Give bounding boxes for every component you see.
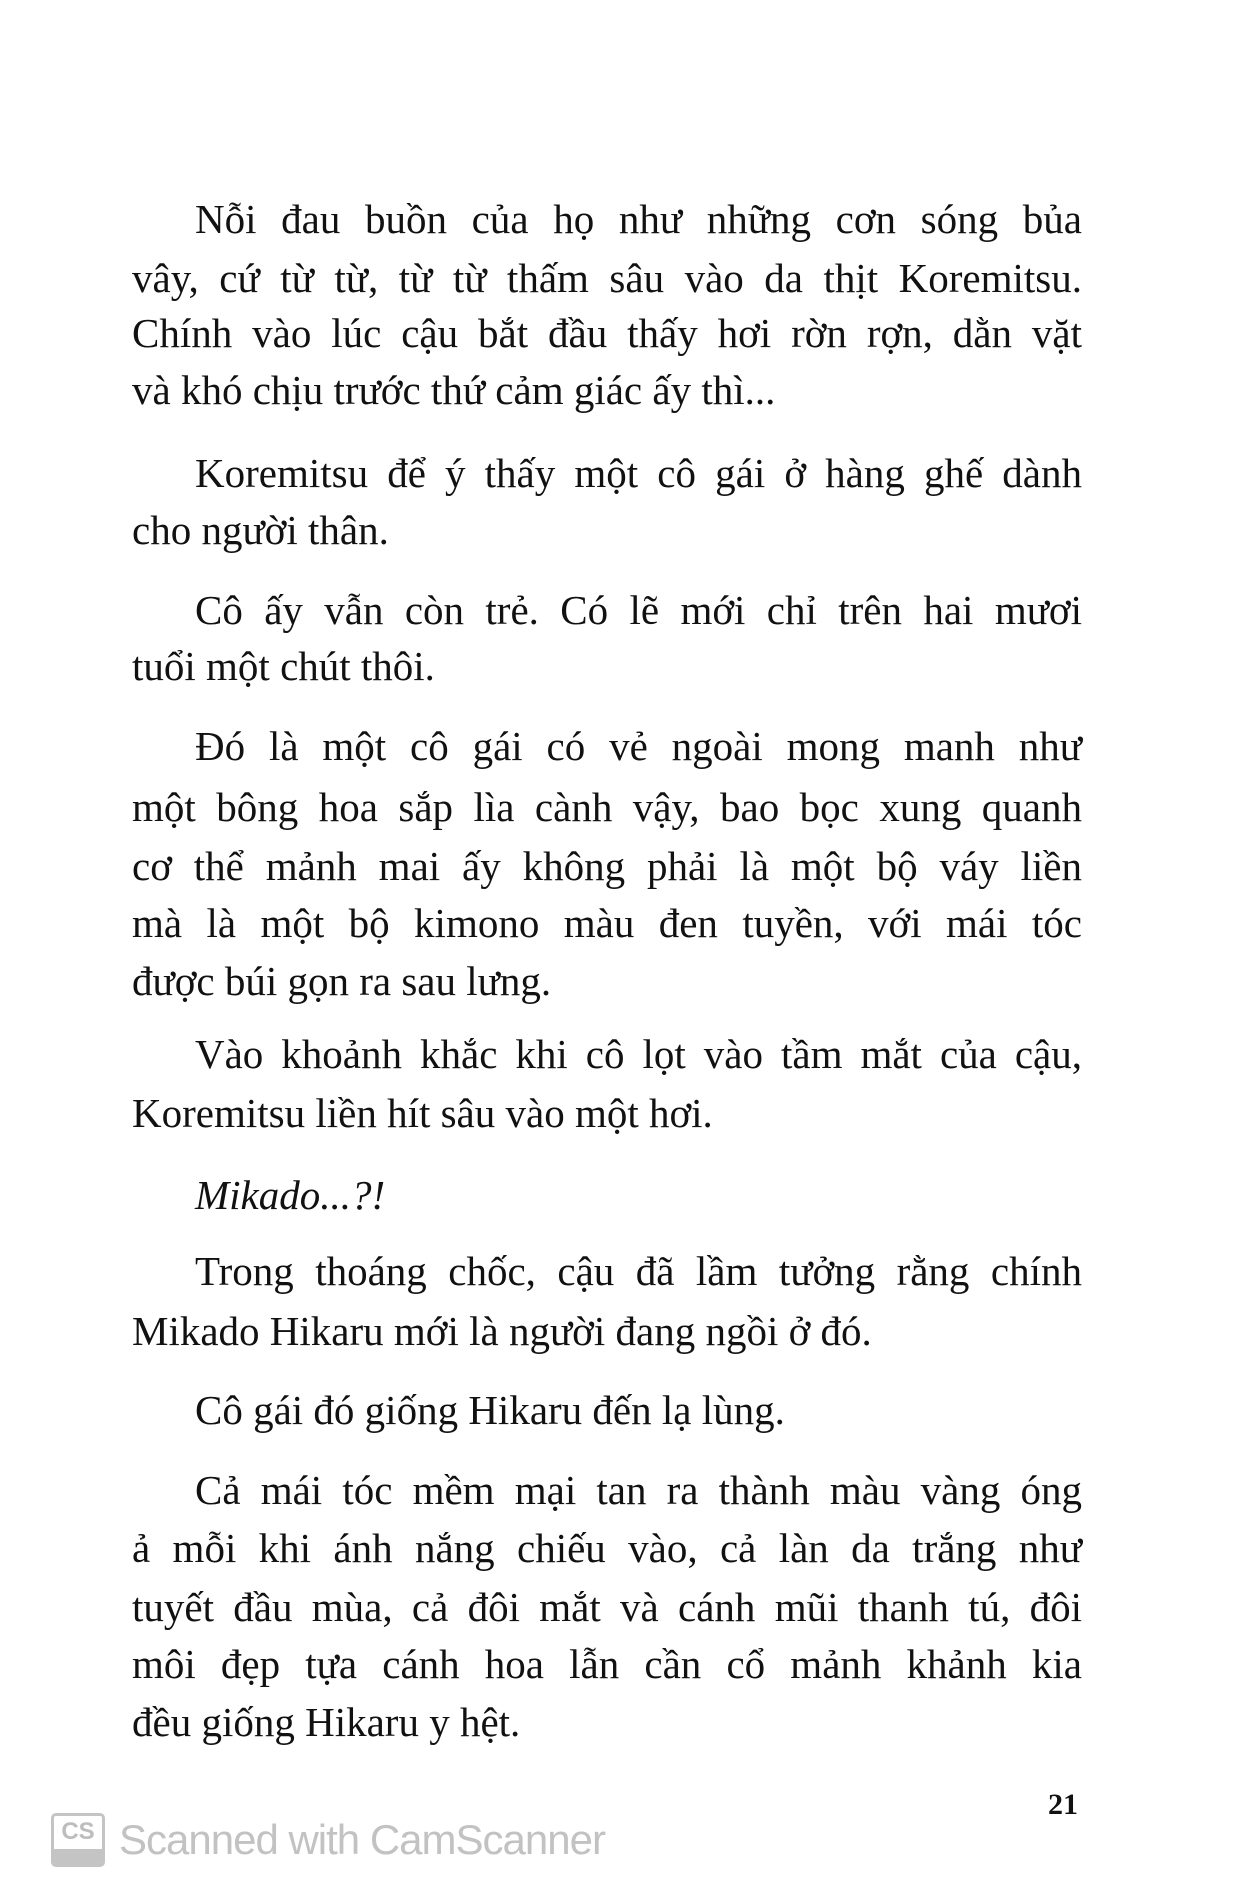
text-line: Cả mái tóc mềm mại tan ra thành màu vàng óng bbox=[195, 1467, 1082, 1513]
text-line: một bông hoa sắp lìa cành vậy, bao bọc xung quanh bbox=[132, 784, 1082, 830]
text-line: được búi gọn ra sau lưng. bbox=[132, 958, 552, 1004]
text-line: và khó chịu trước thứ cảm giác ấy thì... bbox=[132, 367, 776, 413]
text-line: Đó là một cô gái có vẻ ngoài mong manh như bbox=[195, 723, 1082, 769]
text-line-italic: Mikado...?! bbox=[195, 1172, 386, 1218]
text-line: Mikado Hikaru mới là người đang ngồi ở đó. bbox=[132, 1308, 872, 1354]
text-line: Cô gái đó giống Hikaru đến lạ lùng. bbox=[195, 1387, 785, 1433]
text-line: Koremitsu liền hít sâu vào một hơi. bbox=[132, 1090, 713, 1136]
text-line: tuổi một chút thôi. bbox=[132, 643, 435, 689]
text-line: Cô ấy vẫn còn trẻ. Có lẽ mới chỉ trên hai mươi bbox=[195, 587, 1082, 633]
camscanner-logo-icon bbox=[51, 1813, 105, 1867]
logo-text: CS bbox=[61, 1818, 95, 1845]
text-line: ả mỗi khi ánh nắng chiếu vào, cả làn da trắng như bbox=[132, 1525, 1082, 1571]
text-line: Vào khoảnh khắc khi cô lọt vào tầm mắt của cậu, bbox=[195, 1031, 1082, 1077]
camscanner-watermark bbox=[51, 1812, 605, 1868]
text-line: mà là một bộ kimono màu đen tuyền, với mái tóc bbox=[132, 900, 1082, 946]
text-line: Koremitsu để ý thấy một cô gái ở hàng ghế dành bbox=[195, 450, 1082, 496]
text-line: Trong thoáng chốc, cậu đã lầm tưởng rằng chính bbox=[195, 1248, 1082, 1294]
text-line: Chính vào lúc cậu bắt đầu thấy hơi rờn rợn, dằn vặt bbox=[132, 310, 1082, 356]
text-line: môi đẹp tựa cánh hoa lẫn cần cổ mảnh khảnh kia bbox=[132, 1641, 1082, 1687]
page-number: 21 bbox=[1048, 1788, 1078, 1821]
text-line: vây, cứ từ từ, từ từ thấm sâu vào da thịt Koremitsu. bbox=[132, 255, 1082, 301]
text-line: đều giống Hikaru y hệt. bbox=[132, 1699, 521, 1745]
text-line: Nỗi đau buồn của họ như những cơn sóng bủa bbox=[195, 196, 1082, 242]
watermark-text: Scanned with CamScanner bbox=[119, 1816, 605, 1863]
text-line: cho người thân. bbox=[132, 507, 389, 553]
text-line: cơ thể mảnh mai ấy không phải là một bộ váy liền bbox=[132, 843, 1082, 889]
text-line: tuyết đầu mùa, cả đôi mắt và cánh mũi thanh tú, đôi bbox=[132, 1584, 1082, 1630]
